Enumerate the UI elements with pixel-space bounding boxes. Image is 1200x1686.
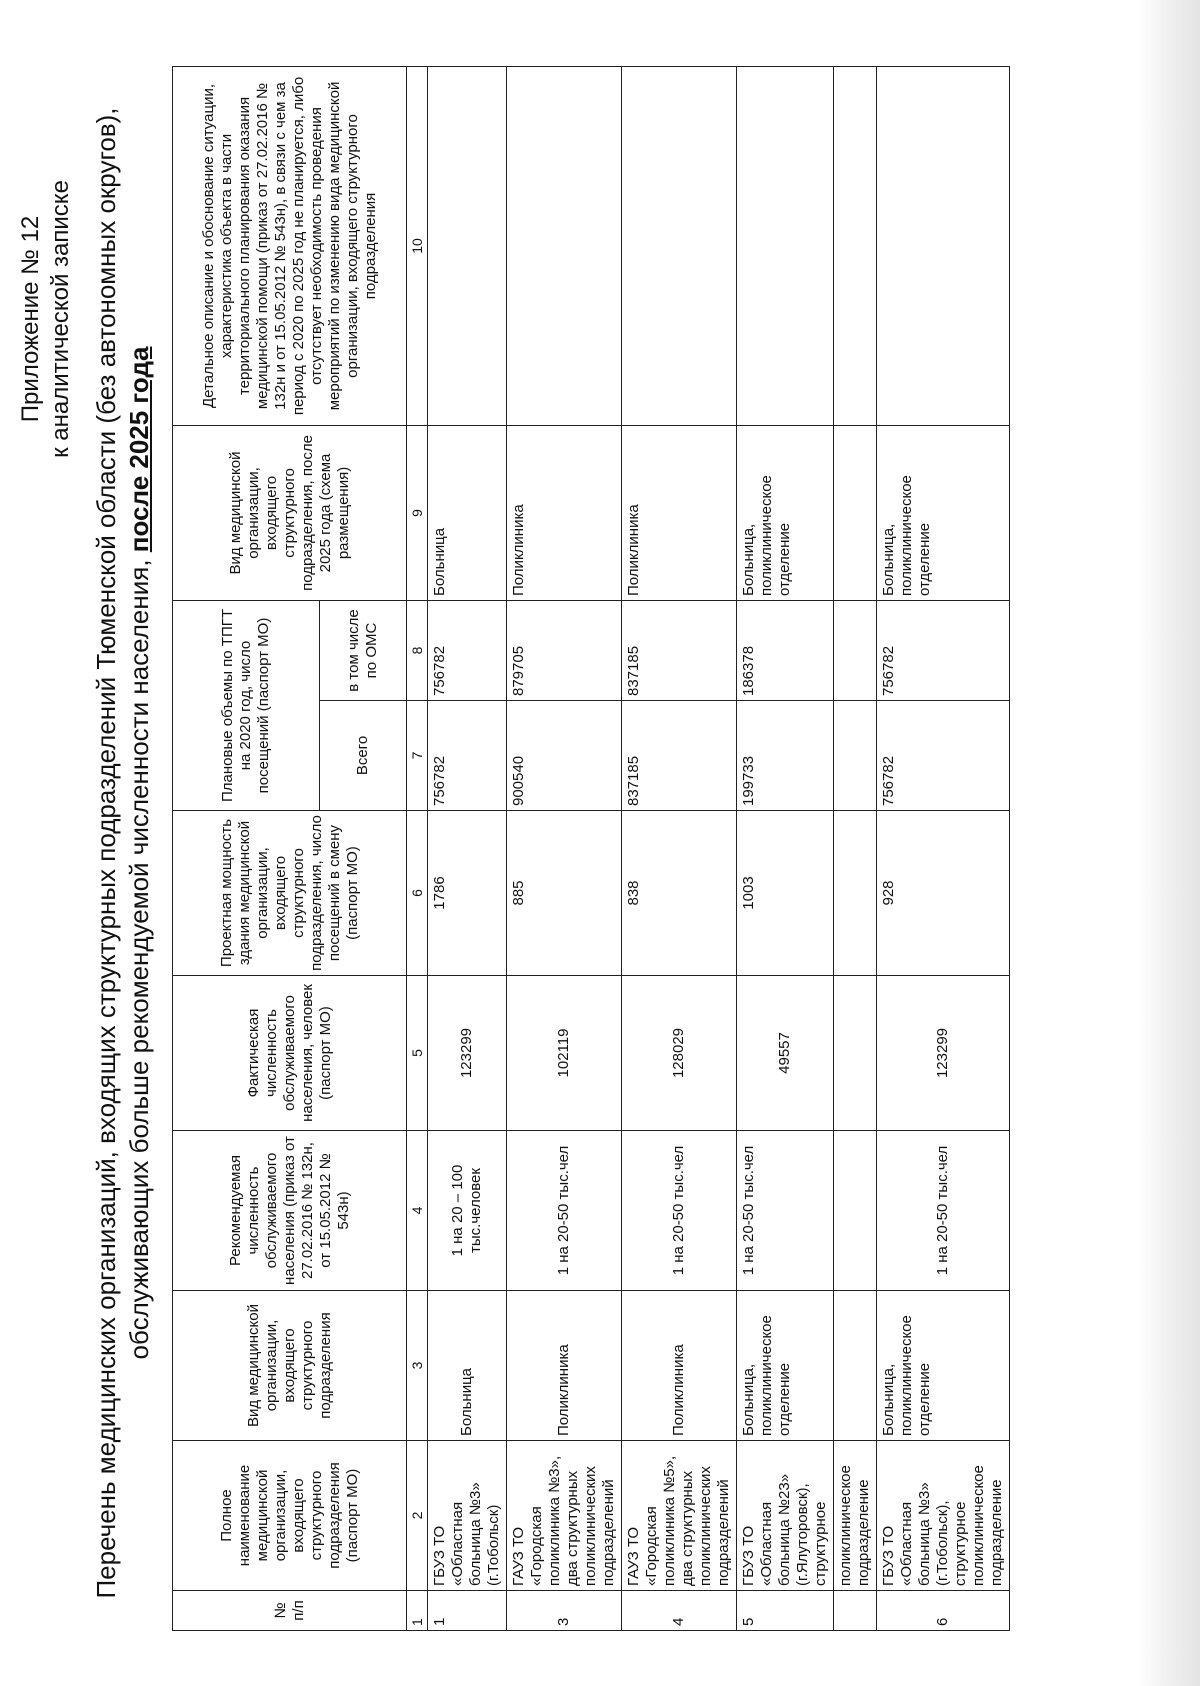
column-number: 3 [407, 1291, 428, 1441]
cell-planned-total: 837185 [622, 701, 737, 811]
cell-recommended: 1 на 20-50 тыс.чел [877, 1131, 1010, 1291]
cell-actual: 123299 [877, 976, 1010, 1131]
column-number: 8 [407, 600, 428, 700]
cell-name: ГБУЗ ТО «Областная больница №3» (г.Тобольск), структурное поликлиническое подразделение [877, 1441, 1010, 1591]
column-number: 5 [407, 976, 428, 1131]
column-number: 2 [407, 1441, 428, 1591]
cell-planned-total: 756782 [877, 701, 1010, 811]
cell-type-after: Больница, поликлиническое отделение [737, 425, 834, 600]
cell-planned-oms: 186378 [737, 600, 834, 700]
header-planned-oms: в том числе по ОМС [320, 600, 407, 700]
header-description: Детальное описание и обоснование ситуации, характеристика объекта в части территориального планирования оказания медицинской помощи (приказ от 27.02.2016 № 132н и от 15.05.2012 № 543н), в связи с чем за период с 2020 по 2025 год не планируется, либо отсутствует необходимость проведения мероприятий по изменению вида медицинской организации, входящего структурного подразделения [173, 66, 407, 425]
cell-recommended: 1 на 20-50 тыс.чел [737, 1131, 834, 1291]
cell-type: Больница [428, 1291, 507, 1441]
cell-type: Больница, поликлиническое отделение [877, 1291, 1010, 1441]
cell-planned-oms: 756782 [428, 600, 507, 700]
cell-type: Больница, поликлиническое отделение [737, 1291, 834, 1441]
cell-name: ГАУЗ ТО «Городская поликлиника №3», два структурных поликлинических подразделений [507, 1441, 622, 1591]
rotated-document-page [10, 23, 1190, 1663]
cell-description [737, 66, 834, 425]
document-title-main: Перечень медицинских организаций, входящих структурных подразделений Тюменской области (без автономных округов), обслуживающих больше рекомендуемой численности населения, [91, 107, 154, 1599]
cell-type-after: Поликлиника [622, 425, 737, 600]
cell-planned-oms: 879705 [507, 600, 622, 700]
organizations-table [172, 66, 1010, 1631]
header-no: № п/п [173, 1591, 407, 1631]
column-number-row [407, 66, 428, 1630]
cell-type: Поликлиника [622, 1291, 737, 1441]
cell-capacity: 838 [622, 811, 737, 976]
cell-type-after: Больница [428, 425, 507, 600]
cell-planned-oms: 756782 [877, 600, 1010, 700]
cell-name: ГБУЗ ТО «Областная больница №3» (г.Тобольск) [428, 1441, 507, 1591]
header-capacity: Проектная мощность здания медицинской организации, входящего структурного подразделения, число посещений в смену (паспорт МО) [173, 811, 407, 976]
header-planned: Плановые объемы по ТПГТ на 2020 год, число посещений (паспорт МО) [173, 600, 320, 810]
table-row [877, 66, 1010, 1630]
cell-capacity: 1003 [737, 811, 834, 976]
cell-description [622, 66, 737, 425]
table-row [507, 66, 622, 1630]
cell-capacity: 928 [877, 811, 1010, 976]
cell-type: Поликлиника [507, 1291, 622, 1441]
cell-no: 4 [622, 1591, 737, 1631]
header-type-after: Вид медицинской организации, входящего структурного подразделения, после 2025 года (схема размещения) [173, 425, 407, 600]
cell-type-after: Поликлиника [507, 425, 622, 600]
cell-name: ГАУЗ ТО «Городская поликлиника №5», два структурных поликлинических подразделений [622, 1441, 737, 1591]
cell-actual: 49557 [737, 976, 834, 1131]
cell-recommended: 1 на 20 – 100 тыс.человек [428, 1131, 507, 1291]
cell-description [877, 66, 1010, 425]
cell-no: 5 [737, 1591, 834, 1631]
cell-description [507, 66, 622, 425]
cell-name-continuation: поликлиническое подразделение [834, 1441, 877, 1591]
header-name: Полное наименование медицинской организации, входящего структурного подразделения (паспорт МО) [173, 1441, 407, 1591]
table-row [622, 66, 737, 1630]
annex-heading [16, 59, 76, 579]
cell-no: 3 [507, 1591, 622, 1631]
cell-recommended: 1 на 20-50 тыс.чел [507, 1131, 622, 1291]
header-recommended: Рекомендуемая численность обслуживаемого населения (приказ от 27.02.2016 № 132н, от 15.05.2012 № 543н) [173, 1131, 407, 1291]
header-planned-total: Всего [320, 701, 407, 811]
header-type: Вид медицинской организации, входящего структурного подразделения [173, 1291, 407, 1441]
cell-name: ГБУЗ ТО «Областная больница №23» (г.Ялуторовск), структурное [737, 1441, 834, 1591]
column-number: 6 [407, 811, 428, 976]
column-number: 7 [407, 701, 428, 811]
cell-planned-oms: 837185 [622, 600, 737, 700]
cell-actual: 128029 [622, 976, 737, 1131]
cell-recommended: 1 на 20-50 тыс.чел [622, 1131, 737, 1291]
cell-no: 6 [877, 1591, 1010, 1631]
cell-capacity: 1786 [428, 811, 507, 976]
cell-actual: 102119 [507, 976, 622, 1131]
cell-planned-total: 756782 [428, 701, 507, 811]
column-number: 9 [407, 425, 428, 600]
table-row [428, 66, 507, 1630]
header-row-1 [173, 66, 320, 1630]
cell-no: 1 [428, 1591, 507, 1631]
header-actual: Фактическая численность обслуживаемого населения, человек (паспорт МО) [173, 976, 407, 1131]
cell-planned-total: 199733 [737, 701, 834, 811]
cell-description [428, 66, 507, 425]
document-title-emphasis: после 2025 года [124, 346, 154, 553]
table-row-continuation [834, 66, 877, 1630]
column-number: 1 [407, 1591, 428, 1631]
annex-number: Приложение № 12 [17, 215, 44, 423]
column-number: 10 [407, 66, 428, 425]
cell-planned-total: 900540 [507, 701, 622, 811]
table-row [737, 66, 834, 1630]
cell-actual: 123299 [428, 976, 507, 1131]
column-number: 4 [407, 1131, 428, 1291]
document-title [90, 103, 156, 1603]
cell-capacity: 885 [507, 811, 622, 976]
annex-reference: к аналитической записке [47, 180, 74, 458]
cell-type-after: Больница, поликлиническое отделение [877, 425, 1010, 600]
